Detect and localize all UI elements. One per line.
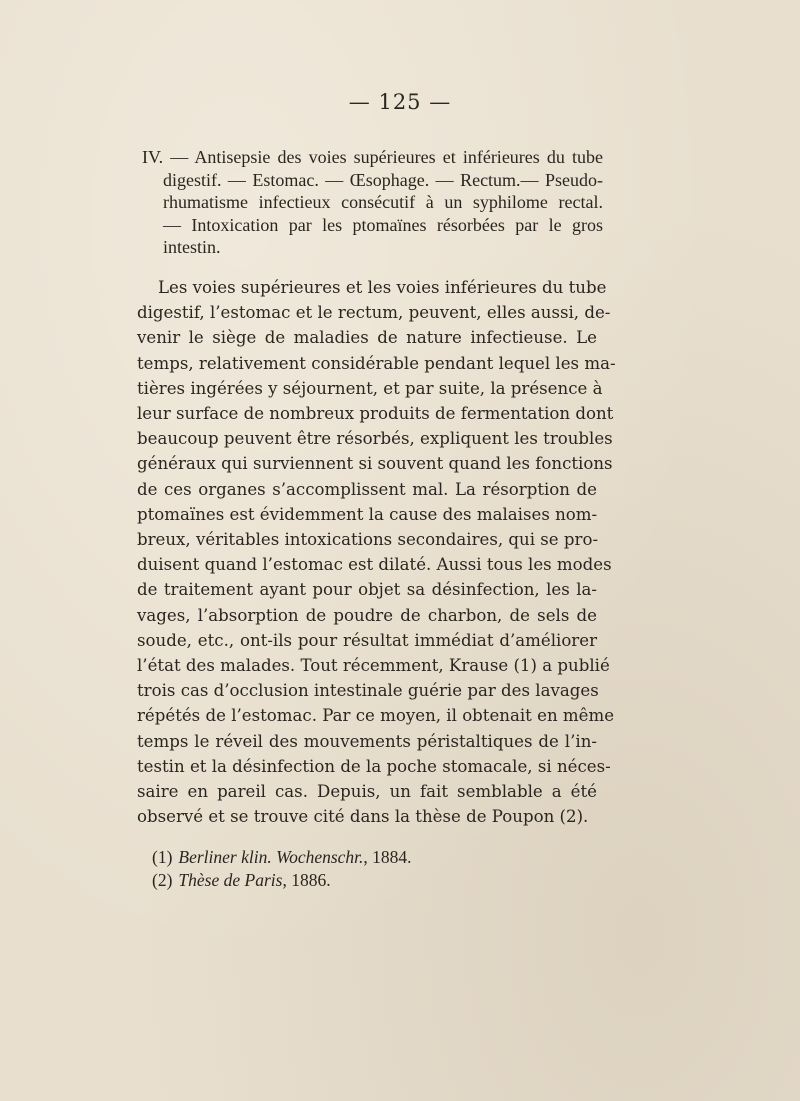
footnote (152, 869, 572, 892)
summary-line: intestin. (163, 237, 221, 258)
chapter-summary (143, 146, 603, 259)
body-line: ptomaïnes est évidemment la cause des malaises nom- (137, 504, 598, 524)
summary-line: digestif. — Estomac. — Œsophage. — Rectum.— Pseudo- (163, 169, 603, 190)
body-line: temps, relativement considérable pendant lequel les ma- (137, 353, 616, 373)
footnotes (152, 846, 572, 892)
body-line: beaucoup peuvent être résorbés, expliquent les troubles (137, 429, 613, 449)
body-line: testin et la désinfection de la poche stomacale, si néces- (137, 756, 611, 776)
body-line: venir le siège de maladies de nature infectieuse. Le (137, 328, 597, 348)
body-line: trois cas d’occlusion intestinale guérie par des lavages (137, 681, 599, 701)
footnote-rest: , 1886. (282, 870, 331, 890)
body-line: Les voies supérieures et les voies inférieures du tube (158, 278, 607, 297)
footnote-rest: , 1884. (363, 847, 412, 867)
footnote-marker: (1) (152, 847, 173, 867)
summary-line: rhumatisme infectieux consécutif à un syphilome rectal. (163, 192, 603, 213)
body-line: l’état des malades. Tout récemment, Krause (1) a publié (137, 656, 610, 676)
body-line: observé et se trouve cité dans la thèse de Poupon (2). (137, 807, 589, 827)
body-line: duisent quand l’estomac est dilaté. Aussi tous les modes (137, 555, 612, 575)
body-line: soude, etc., ont-ils pour résultat immédiat d’améliorer (137, 630, 597, 650)
body-line: digestif, l’estomac et le rectum, peuvent, elles aussi, de- (137, 303, 611, 323)
body-line: temps le réveil des mouvements péristaltiques de l’in- (137, 731, 597, 751)
footnote-title: Thèse de Paris (178, 870, 283, 890)
body-line: vages, l’absorption de poudre de charbon, de sels de (137, 605, 597, 625)
body-line: saire en pareil cas. Depuis, un fait semblable a été (137, 782, 597, 802)
body-line: de ces organes s’accomplissent mal. La résorption de (137, 479, 597, 499)
body-line: généraux qui surviennent si souvent quand les fonctions (137, 454, 613, 474)
body-line: breux, véritables intoxications secondaires, qui se pro- (137, 530, 599, 550)
footnote (152, 846, 572, 869)
footnote-marker: (2) (152, 870, 173, 890)
body-line: répétés de l’estomac. Par ce moyen, il obtenait en même (137, 706, 615, 726)
summary-line: — Intoxication par les ptomaïnes résorbées par le gros (163, 214, 603, 235)
summary-line: IV. — Antisepsie des voies supérieures et inférieures du tube (142, 147, 603, 167)
body-paragraph (137, 275, 616, 829)
body-line: de traitement ayant pour objet sa désinfection, les la- (137, 580, 597, 600)
page-number: — 125 — (348, 90, 452, 114)
body-line: tières ingérées y séjournent, et par suite, la présence à (137, 378, 603, 398)
footnote-title: Berliner klin. Wochenschr. (178, 847, 364, 867)
body-line: leur surface de nombreux produits de fermentation dont (137, 404, 614, 424)
